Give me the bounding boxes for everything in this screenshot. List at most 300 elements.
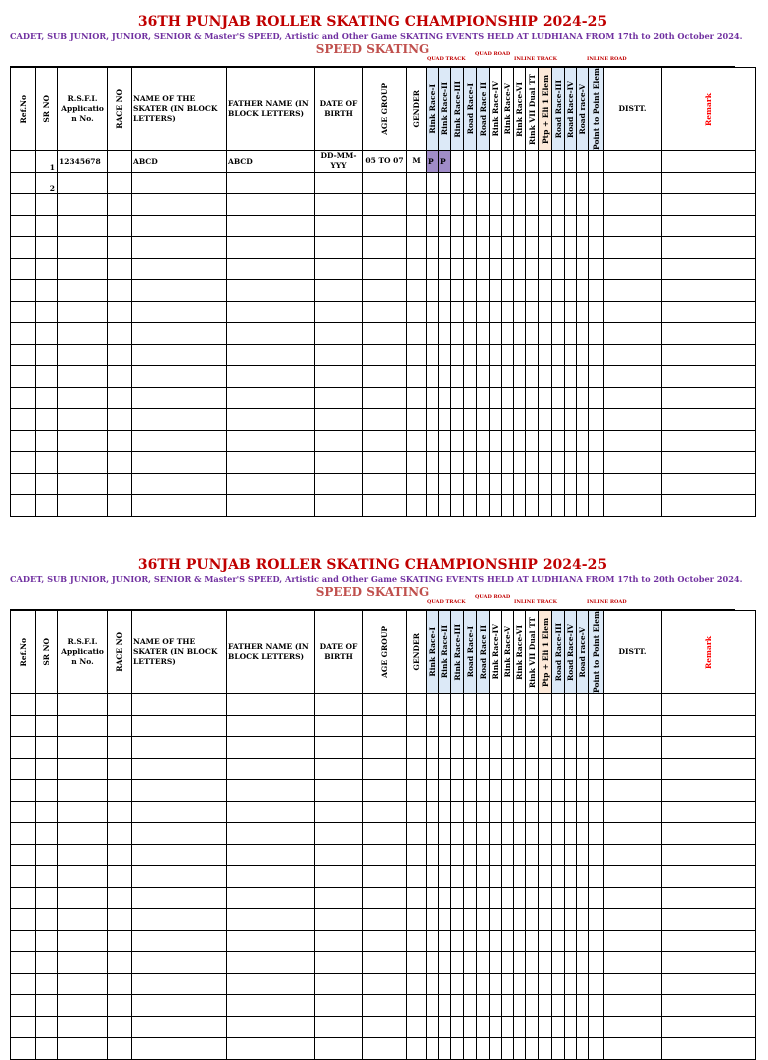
cell[interactable]: [514, 151, 526, 173]
cell[interactable]: [577, 495, 589, 517]
cell[interactable]: [227, 344, 315, 366]
cell[interactable]: [662, 172, 756, 194]
cell[interactable]: [464, 452, 477, 474]
cell[interactable]: [451, 151, 464, 173]
cell[interactable]: [108, 215, 132, 237]
cell[interactable]: [662, 495, 756, 517]
cell[interactable]: [451, 237, 464, 259]
cell[interactable]: [539, 452, 552, 474]
cell[interactable]: [108, 952, 132, 974]
cell[interactable]: [451, 952, 464, 974]
cell[interactable]: [315, 801, 363, 823]
cell[interactable]: [490, 887, 502, 909]
cell[interactable]: [539, 737, 552, 759]
cell[interactable]: [36, 194, 58, 216]
cell[interactable]: [502, 473, 514, 495]
cell[interactable]: [502, 430, 514, 452]
cell[interactable]: [407, 995, 427, 1017]
cell[interactable]: [58, 973, 108, 995]
cell[interactable]: [477, 866, 490, 888]
cell[interactable]: [407, 887, 427, 909]
cell[interactable]: [552, 473, 565, 495]
cell[interactable]: [552, 280, 565, 302]
cell[interactable]: [36, 844, 58, 866]
cell[interactable]: [502, 694, 514, 716]
cell[interactable]: [514, 452, 526, 474]
cell[interactable]: [589, 930, 604, 952]
cell[interactable]: [132, 715, 227, 737]
cell[interactable]: [514, 973, 526, 995]
cell[interactable]: [427, 301, 439, 323]
cell[interactable]: [526, 473, 539, 495]
cell[interactable]: [407, 694, 427, 716]
cell[interactable]: [58, 215, 108, 237]
cell[interactable]: [315, 237, 363, 259]
cell[interactable]: [577, 973, 589, 995]
cell[interactable]: [227, 1038, 315, 1060]
cell[interactable]: [514, 237, 526, 259]
event-mark-cell[interactable]: P: [439, 151, 451, 173]
cell[interactable]: [477, 930, 490, 952]
cell[interactable]: [11, 452, 36, 474]
cell[interactable]: [464, 758, 477, 780]
cell[interactable]: [552, 215, 565, 237]
cell[interactable]: [227, 844, 315, 866]
cell[interactable]: [36, 301, 58, 323]
cell[interactable]: [526, 237, 539, 259]
cell[interactable]: [363, 495, 407, 517]
cell[interactable]: [11, 194, 36, 216]
cell[interactable]: [108, 866, 132, 888]
cell[interactable]: [514, 301, 526, 323]
cell[interactable]: [577, 909, 589, 931]
cell[interactable]: [552, 801, 565, 823]
cell[interactable]: [363, 952, 407, 974]
cell[interactable]: [427, 973, 439, 995]
cell[interactable]: [132, 280, 227, 302]
cell[interactable]: [427, 280, 439, 302]
cell[interactable]: [662, 1038, 756, 1060]
sr-cell[interactable]: 1: [36, 151, 58, 173]
cell[interactable]: [363, 387, 407, 409]
cell[interactable]: [539, 151, 552, 173]
cell[interactable]: [477, 430, 490, 452]
cell[interactable]: [315, 452, 363, 474]
cell[interactable]: [552, 715, 565, 737]
cell[interactable]: [589, 409, 604, 431]
cell[interactable]: [464, 801, 477, 823]
cell[interactable]: [439, 323, 451, 345]
cell[interactable]: [464, 887, 477, 909]
cell[interactable]: [662, 694, 756, 716]
cell[interactable]: [132, 1038, 227, 1060]
cell[interactable]: [552, 973, 565, 995]
cell[interactable]: [315, 930, 363, 952]
cell[interactable]: [439, 366, 451, 388]
cell[interactable]: [363, 973, 407, 995]
cell[interactable]: [477, 801, 490, 823]
cell[interactable]: [565, 715, 577, 737]
cell[interactable]: [11, 430, 36, 452]
cell[interactable]: [539, 430, 552, 452]
cell[interactable]: [363, 452, 407, 474]
cell[interactable]: [539, 323, 552, 345]
cell[interactable]: [477, 366, 490, 388]
cell[interactable]: [539, 930, 552, 952]
cell[interactable]: [11, 737, 36, 759]
cell[interactable]: [451, 909, 464, 931]
cell[interactable]: [539, 909, 552, 931]
cell[interactable]: [439, 301, 451, 323]
cell[interactable]: [589, 780, 604, 802]
cell[interactable]: [477, 887, 490, 909]
father-cell[interactable]: ABCD: [227, 151, 315, 173]
cell[interactable]: [539, 758, 552, 780]
cell[interactable]: [36, 930, 58, 952]
cell[interactable]: [227, 495, 315, 517]
cell[interactable]: [604, 409, 662, 431]
application-cell[interactable]: 12345678: [58, 151, 108, 173]
cell[interactable]: [451, 758, 464, 780]
cell[interactable]: [565, 1016, 577, 1038]
cell[interactable]: [108, 151, 132, 173]
cell[interactable]: [36, 366, 58, 388]
cell[interactable]: [526, 887, 539, 909]
cell[interactable]: [315, 194, 363, 216]
cell[interactable]: [539, 237, 552, 259]
cell[interactable]: [227, 973, 315, 995]
cell[interactable]: [477, 258, 490, 280]
cell[interactable]: [662, 952, 756, 974]
cell[interactable]: [36, 952, 58, 974]
cell[interactable]: [108, 887, 132, 909]
cell[interactable]: [407, 930, 427, 952]
cell[interactable]: [132, 409, 227, 431]
cell[interactable]: [407, 366, 427, 388]
cell[interactable]: [490, 780, 502, 802]
cell[interactable]: [464, 258, 477, 280]
cell[interactable]: [565, 1038, 577, 1060]
cell[interactable]: [662, 430, 756, 452]
cell[interactable]: [514, 258, 526, 280]
cell[interactable]: [552, 194, 565, 216]
cell[interactable]: [58, 473, 108, 495]
cell[interactable]: [227, 694, 315, 716]
cell[interactable]: [11, 995, 36, 1017]
cell[interactable]: [108, 237, 132, 259]
cell[interactable]: [439, 237, 451, 259]
cell[interactable]: [565, 452, 577, 474]
cell[interactable]: [526, 409, 539, 431]
cell[interactable]: [427, 452, 439, 474]
cell[interactable]: [132, 952, 227, 974]
cell[interactable]: [427, 823, 439, 845]
cell[interactable]: [58, 344, 108, 366]
cell[interactable]: [227, 366, 315, 388]
cell[interactable]: [604, 715, 662, 737]
cell[interactable]: [514, 366, 526, 388]
cell[interactable]: [477, 823, 490, 845]
cell[interactable]: [439, 1016, 451, 1038]
cell[interactable]: [477, 409, 490, 431]
cell[interactable]: [11, 887, 36, 909]
cell[interactable]: [427, 473, 439, 495]
cell[interactable]: [108, 758, 132, 780]
cell[interactable]: [363, 823, 407, 845]
cell[interactable]: [477, 909, 490, 931]
cell[interactable]: [589, 973, 604, 995]
cell[interactable]: [539, 995, 552, 1017]
cell[interactable]: [407, 737, 427, 759]
cell[interactable]: [565, 495, 577, 517]
cell[interactable]: [315, 866, 363, 888]
cell[interactable]: [589, 823, 604, 845]
cell[interactable]: [132, 1016, 227, 1038]
cell[interactable]: [315, 473, 363, 495]
cell[interactable]: [477, 172, 490, 194]
cell[interactable]: [58, 194, 108, 216]
cell[interactable]: [539, 1038, 552, 1060]
cell[interactable]: [502, 280, 514, 302]
cell[interactable]: [539, 215, 552, 237]
cell[interactable]: [514, 715, 526, 737]
cell[interactable]: [451, 887, 464, 909]
cell[interactable]: [58, 737, 108, 759]
cell[interactable]: [490, 715, 502, 737]
cell[interactable]: [11, 258, 36, 280]
cell[interactable]: [227, 952, 315, 974]
cell[interactable]: [407, 215, 427, 237]
cell[interactable]: [315, 258, 363, 280]
cell[interactable]: [662, 409, 756, 431]
cell[interactable]: [439, 715, 451, 737]
cell[interactable]: [108, 344, 132, 366]
cell[interactable]: [604, 344, 662, 366]
cell[interactable]: [227, 715, 315, 737]
cell[interactable]: [604, 280, 662, 302]
cell[interactable]: [490, 473, 502, 495]
cell[interactable]: [36, 258, 58, 280]
cell[interactable]: [427, 323, 439, 345]
cell[interactable]: [439, 1038, 451, 1060]
cell[interactable]: [490, 1038, 502, 1060]
cell[interactable]: [407, 866, 427, 888]
cell[interactable]: [315, 694, 363, 716]
cell[interactable]: [11, 215, 36, 237]
cell[interactable]: [427, 995, 439, 1017]
cell[interactable]: [363, 801, 407, 823]
cell[interactable]: [315, 430, 363, 452]
cell[interactable]: [502, 495, 514, 517]
cell[interactable]: [451, 366, 464, 388]
cell[interactable]: [464, 737, 477, 759]
cell[interactable]: [565, 473, 577, 495]
cell[interactable]: [108, 715, 132, 737]
cell[interactable]: [577, 151, 589, 173]
cell[interactable]: [108, 301, 132, 323]
cell[interactable]: [589, 215, 604, 237]
cell[interactable]: [477, 237, 490, 259]
cell[interactable]: [315, 952, 363, 974]
cell[interactable]: [58, 495, 108, 517]
cell[interactable]: [662, 215, 756, 237]
cell[interactable]: [36, 1038, 58, 1060]
cell[interactable]: [11, 973, 36, 995]
cell[interactable]: [552, 995, 565, 1017]
cell[interactable]: [132, 758, 227, 780]
cell[interactable]: [132, 473, 227, 495]
cell[interactable]: [132, 172, 227, 194]
cell[interactable]: [227, 1016, 315, 1038]
cell[interactable]: [502, 151, 514, 173]
cell[interactable]: [36, 215, 58, 237]
cell[interactable]: [363, 237, 407, 259]
age-cell[interactable]: 05 TO 07: [363, 151, 407, 173]
cell[interactable]: [662, 737, 756, 759]
cell[interactable]: [407, 973, 427, 995]
cell[interactable]: [108, 194, 132, 216]
cell[interactable]: [604, 452, 662, 474]
cell[interactable]: [315, 973, 363, 995]
cell[interactable]: [451, 844, 464, 866]
cell[interactable]: [662, 973, 756, 995]
cell[interactable]: [514, 495, 526, 517]
cell[interactable]: [363, 344, 407, 366]
cell[interactable]: [514, 172, 526, 194]
cell[interactable]: [108, 280, 132, 302]
cell[interactable]: [11, 409, 36, 431]
cell[interactable]: [662, 258, 756, 280]
cell[interactable]: [539, 694, 552, 716]
cell[interactable]: [604, 172, 662, 194]
cell[interactable]: [502, 1038, 514, 1060]
cell[interactable]: [427, 758, 439, 780]
cell[interactable]: [407, 452, 427, 474]
cell[interactable]: [539, 973, 552, 995]
cell[interactable]: [604, 995, 662, 1017]
cell[interactable]: [565, 280, 577, 302]
cell[interactable]: [577, 866, 589, 888]
cell[interactable]: [565, 694, 577, 716]
cell[interactable]: [439, 887, 451, 909]
cell[interactable]: [315, 409, 363, 431]
cell[interactable]: [407, 344, 427, 366]
cell[interactable]: [577, 801, 589, 823]
cell[interactable]: [502, 801, 514, 823]
cell[interactable]: [477, 495, 490, 517]
cell[interactable]: [565, 801, 577, 823]
cell[interactable]: [363, 995, 407, 1017]
cell[interactable]: [315, 1038, 363, 1060]
cell[interactable]: [464, 237, 477, 259]
cell[interactable]: [490, 258, 502, 280]
cell[interactable]: [662, 323, 756, 345]
cell[interactable]: [407, 409, 427, 431]
cell[interactable]: [36, 715, 58, 737]
cell[interactable]: [11, 909, 36, 931]
cell[interactable]: [526, 909, 539, 931]
cell[interactable]: [539, 280, 552, 302]
cell[interactable]: [514, 909, 526, 931]
cell[interactable]: [589, 715, 604, 737]
cell[interactable]: [427, 887, 439, 909]
cell[interactable]: [539, 780, 552, 802]
cell[interactable]: [58, 258, 108, 280]
cell[interactable]: [477, 151, 490, 173]
cell[interactable]: [36, 694, 58, 716]
cell[interactable]: [427, 715, 439, 737]
cell[interactable]: [539, 1016, 552, 1038]
cell[interactable]: [108, 930, 132, 952]
cell[interactable]: [662, 151, 756, 173]
cell[interactable]: [502, 780, 514, 802]
cell[interactable]: [11, 801, 36, 823]
cell[interactable]: [526, 495, 539, 517]
cell[interactable]: [464, 495, 477, 517]
cell[interactable]: [451, 280, 464, 302]
cell[interactable]: [363, 258, 407, 280]
cell[interactable]: [36, 323, 58, 345]
cell[interactable]: [662, 452, 756, 474]
cell[interactable]: [539, 473, 552, 495]
cell[interactable]: [132, 780, 227, 802]
cell[interactable]: [464, 995, 477, 1017]
cell[interactable]: [565, 301, 577, 323]
cell[interactable]: [58, 930, 108, 952]
cell[interactable]: [36, 237, 58, 259]
cell[interactable]: [11, 301, 36, 323]
cell[interactable]: [514, 409, 526, 431]
cell[interactable]: [477, 952, 490, 974]
cell[interactable]: [477, 780, 490, 802]
cell[interactable]: [662, 473, 756, 495]
cell[interactable]: [363, 301, 407, 323]
cell[interactable]: [514, 801, 526, 823]
cell[interactable]: [36, 280, 58, 302]
cell[interactable]: [490, 387, 502, 409]
cell[interactable]: [589, 387, 604, 409]
cell[interactable]: [552, 694, 565, 716]
cell[interactable]: [451, 1038, 464, 1060]
cell[interactable]: [315, 323, 363, 345]
cell[interactable]: [451, 452, 464, 474]
cell[interactable]: [552, 1038, 565, 1060]
cell[interactable]: [604, 758, 662, 780]
cell[interactable]: [662, 280, 756, 302]
cell[interactable]: [132, 323, 227, 345]
cell[interactable]: [407, 1016, 427, 1038]
cell[interactable]: [439, 387, 451, 409]
cell[interactable]: [451, 737, 464, 759]
cell[interactable]: [604, 823, 662, 845]
cell[interactable]: [407, 780, 427, 802]
cell[interactable]: [464, 1016, 477, 1038]
cell[interactable]: [132, 344, 227, 366]
cell[interactable]: [565, 323, 577, 345]
cell[interactable]: [464, 323, 477, 345]
cell[interactable]: [315, 280, 363, 302]
cell[interactable]: [407, 280, 427, 302]
cell[interactable]: [526, 344, 539, 366]
cell[interactable]: [589, 473, 604, 495]
cell[interactable]: [227, 258, 315, 280]
cell[interactable]: [490, 758, 502, 780]
cell[interactable]: [132, 844, 227, 866]
cell[interactable]: [490, 452, 502, 474]
cell[interactable]: [565, 172, 577, 194]
cell[interactable]: [604, 258, 662, 280]
cell[interactable]: [539, 387, 552, 409]
